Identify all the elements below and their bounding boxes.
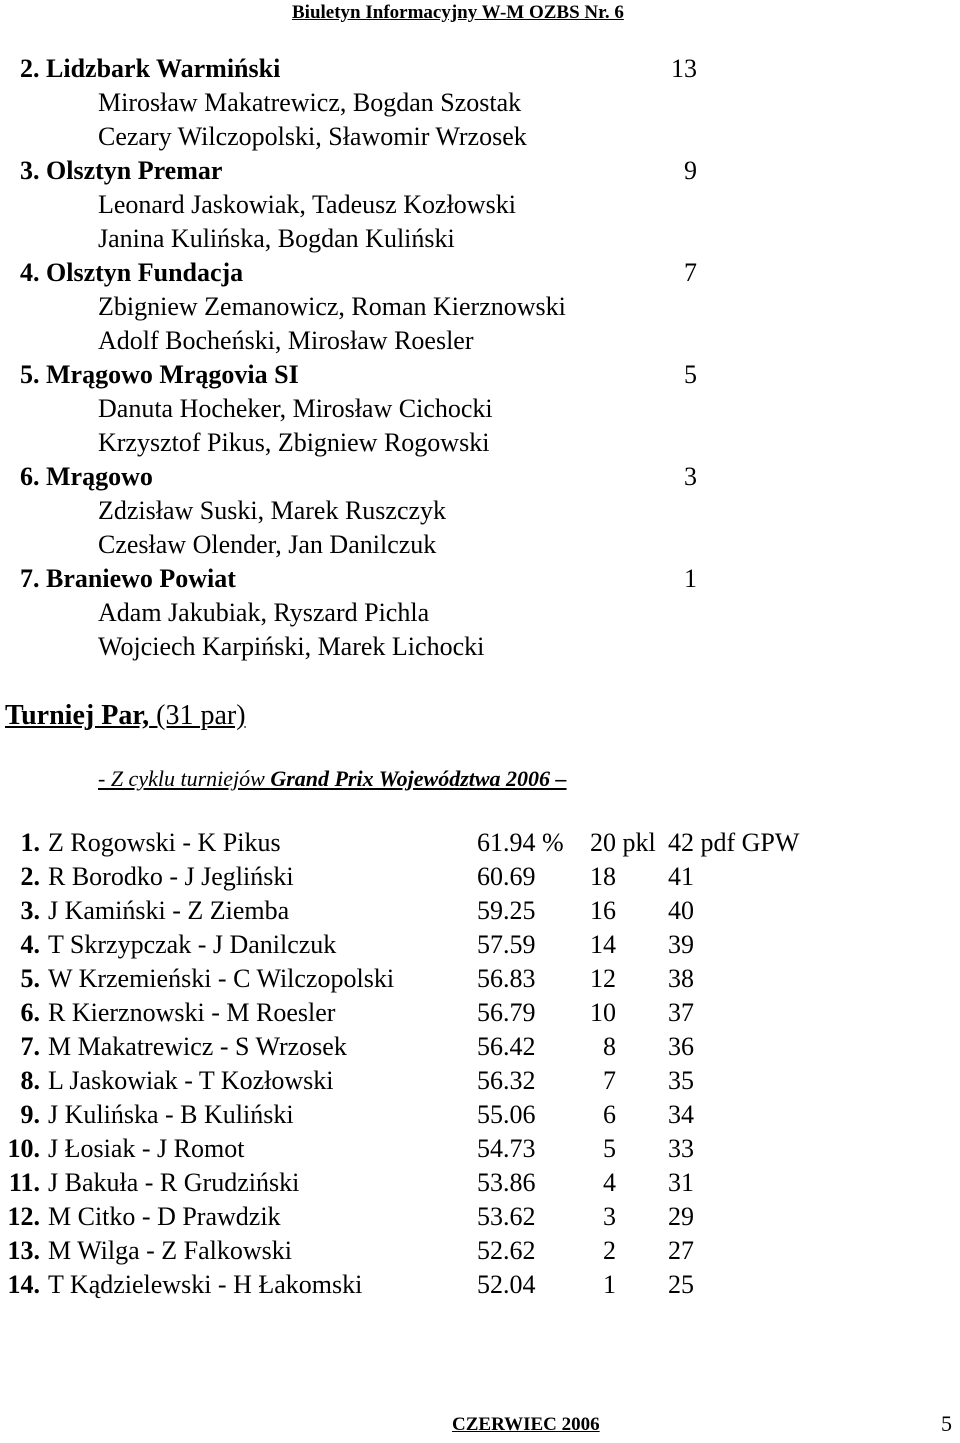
team-name: 5. Mrągowo Mrągovia SI [20, 360, 299, 389]
result-pair: J Kamiński - Z Ziemba [48, 896, 290, 925]
team-players-line: Danuta Hocheker, Mirosław Cichocki [98, 394, 493, 423]
result-percent: 57.59 [477, 930, 536, 959]
result-pair: M Citko - D Prawdzik [48, 1202, 281, 1231]
result-rank: 5. [20, 964, 40, 993]
result-pkl: 20 pkl [590, 828, 656, 857]
result-pdf: 31 [668, 1168, 694, 1197]
result-pkl: 7 [603, 1066, 616, 1095]
page-number: 5 [941, 1411, 952, 1436]
team-score: 1 [684, 564, 697, 593]
result-pdf: 25 [668, 1270, 694, 1299]
result-percent: 59.25 [477, 896, 536, 925]
result-pair: R Borodko - J Jegliński [48, 862, 294, 891]
result-percent: 53.62 [477, 1202, 536, 1231]
result-pkl: 1 [603, 1270, 616, 1299]
result-pkl: 8 [603, 1032, 616, 1061]
result-pdf: 41 [668, 862, 694, 891]
result-pkl: 18 [590, 862, 616, 891]
team-players-line: Leonard Jaskowiak, Tadeusz Kozłowski [98, 190, 516, 219]
result-pkl: 16 [590, 896, 616, 925]
team-name: 6. Mrągowo [20, 462, 153, 491]
result-pkl: 10 [590, 998, 616, 1027]
team-name: 4. Olsztyn Fundacja [20, 258, 244, 287]
result-pkl: 5 [603, 1134, 616, 1163]
result-rank: 4. [20, 930, 40, 959]
result-percent: 54.73 [477, 1134, 536, 1163]
result-pdf: 36 [668, 1032, 694, 1061]
team-players-line: Cezary Wilczopolski, Sławomir Wrzosek [98, 122, 527, 151]
result-pair: Z Rogowski - K Pikus [48, 828, 281, 857]
subtitle-prefix: - Z cyklu turniejów [98, 766, 271, 791]
pairs-title-rest: (31 par) [149, 700, 246, 731]
footer-month: CZERWIEC 2006 [452, 1414, 600, 1435]
team-score: 13 [671, 54, 697, 83]
result-pdf: 27 [668, 1236, 694, 1265]
result-percent: 56.42 [477, 1032, 536, 1061]
result-pdf: 33 [668, 1134, 694, 1163]
team-players-line: Czesław Olender, Jan Danilczuk [98, 530, 437, 559]
result-percent: 52.04 [477, 1270, 536, 1299]
result-rank: 11. [8, 1168, 40, 1197]
result-percent: 52.62 [477, 1236, 536, 1265]
subtitle-bold: Grand Prix Województwa 2006 – [270, 766, 567, 791]
result-rank: 3. [20, 896, 40, 925]
result-percent: 56.83 [477, 964, 536, 993]
team-score: 5 [684, 360, 697, 389]
team-name: 7. Braniewo Powiat [20, 564, 236, 593]
team-score: 3 [684, 462, 697, 491]
result-pair: W Krzemieński - C Wilczopolski [48, 964, 395, 993]
result-pdf: 42 pdf GPW [668, 828, 800, 857]
result-rank: 12. [7, 1202, 40, 1231]
result-rank: 10. [7, 1134, 40, 1163]
result-percent: 55.06 [477, 1100, 536, 1129]
result-percent: 61.94 % [477, 828, 564, 857]
pairs-title-bold: Turniej Par, [5, 700, 150, 731]
result-percent: 56.79 [477, 998, 536, 1027]
page-header: Biuletyn Informacyjny W-M OZBS Nr. 6 [292, 2, 624, 23]
result-pdf: 38 [668, 964, 694, 993]
team-players-line: Zdzisław Suski, Marek Ruszczyk [98, 496, 447, 525]
result-rank: 6. [20, 998, 40, 1027]
result-percent: 60.69 [477, 862, 536, 891]
result-rank: 2. [20, 862, 40, 891]
team-name: 3. Olsztyn Premar [20, 156, 223, 185]
result-percent: 56.32 [477, 1066, 536, 1095]
result-pkl: 4 [603, 1168, 616, 1197]
result-pair: M Wilga - Z Falkowski [48, 1236, 293, 1265]
result-pdf: 34 [668, 1100, 694, 1129]
team-score: 9 [684, 156, 697, 185]
team-players-line: Adolf Bocheński, Mirosław Roesler [98, 326, 474, 355]
result-pdf: 39 [668, 930, 694, 959]
result-rank: 14. [7, 1270, 40, 1299]
team-players-line: Janina Kulińska, Bogdan Kuliński [98, 224, 455, 253]
result-pair: J Kulińska - B Kuliński [48, 1100, 294, 1129]
result-pair: J Bakuła - R Grudziński [48, 1168, 300, 1197]
result-pair: M Makatrewicz - S Wrzosek [48, 1032, 347, 1061]
result-rank: 1. [20, 828, 40, 857]
result-pkl: 6 [603, 1100, 616, 1129]
result-percent: 53.86 [477, 1168, 536, 1197]
team-score: 7 [684, 258, 697, 287]
result-pkl: 3 [603, 1202, 616, 1231]
result-pdf: 29 [668, 1202, 694, 1231]
result-pkl: 12 [590, 964, 616, 993]
team-players-line: Wojciech Karpiński, Marek Lichocki [98, 632, 485, 661]
team-players-line: Krzysztof Pikus, Zbigniew Rogowski [98, 428, 490, 457]
result-rank: 13. [7, 1236, 40, 1265]
pairs-section-title [5, 700, 246, 732]
result-pkl: 2 [603, 1236, 616, 1265]
team-players-line: Mirosław Makatrewicz, Bogdan Szostak [98, 88, 522, 117]
result-pair: L Jaskowiak - T Kozłowski [48, 1066, 334, 1095]
result-pair: R Kierznowski - M Roesler [48, 998, 336, 1027]
team-players-line: Zbigniew Zemanowicz, Roman Kierznowski [98, 292, 566, 321]
result-pdf: 37 [668, 998, 694, 1027]
team-players-line: Adam Jakubiak, Ryszard Pichla [98, 598, 430, 627]
result-rank: 9. [20, 1100, 40, 1129]
result-pdf: 35 [668, 1066, 694, 1095]
pairs-subtitle [98, 766, 567, 792]
result-rank: 8. [20, 1066, 40, 1095]
team-name: 2. Lidzbark Warmiński [20, 54, 281, 83]
result-pdf: 40 [668, 896, 694, 925]
result-rank: 7. [20, 1032, 40, 1061]
result-pair: T Skrzypczak - J Danilczuk [48, 930, 337, 959]
result-pair: J Łosiak - J Romot [48, 1134, 245, 1163]
result-pkl: 14 [590, 930, 616, 959]
result-pair: T Kądzielewski - H Łakomski [48, 1270, 363, 1299]
